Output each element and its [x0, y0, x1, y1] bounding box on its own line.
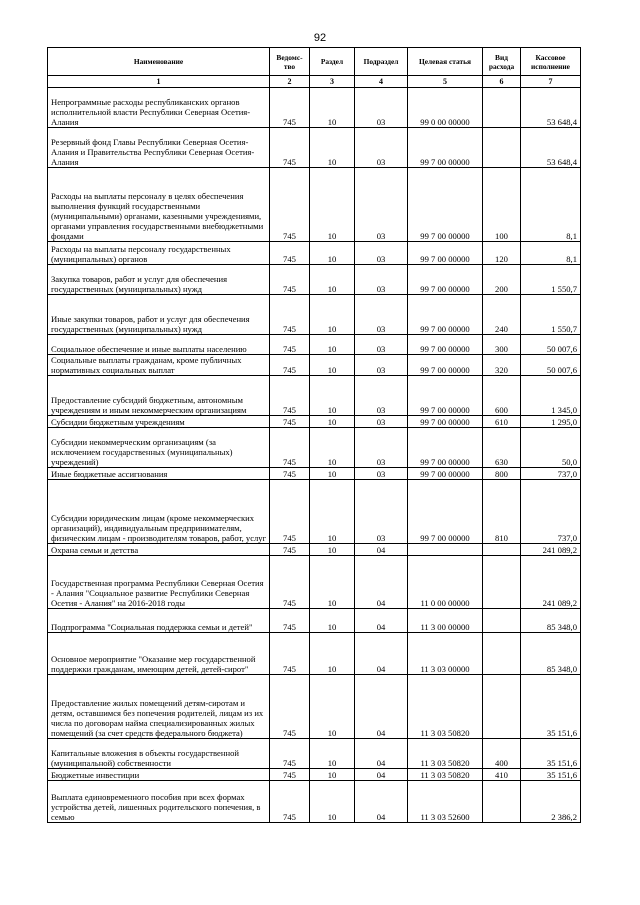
row-vedomstvo: 745	[270, 633, 310, 675]
row-celevaya-statya: 11 3 03 50820	[408, 675, 483, 739]
row-kassovoe-ispolnenie: 241 089,2	[521, 544, 581, 556]
row-razdel: 10	[310, 609, 355, 633]
table-row	[48, 781, 581, 823]
table-row	[48, 675, 581, 739]
row-podrazdel: 04	[355, 675, 408, 739]
row-podrazdel: 03	[355, 295, 408, 335]
row-razdel: 10	[310, 416, 355, 428]
row-celevaya-statya: 99 7 00 00000	[408, 416, 483, 428]
row-vid-raskhoda: 610	[483, 416, 521, 428]
table-row	[48, 609, 581, 633]
row-vedomstvo: 745	[270, 416, 310, 428]
table-row	[48, 355, 581, 376]
row-name: Непрограммные расходы республиканских органов исполнительной власти Республики Северная Осетия-Алания	[48, 88, 270, 128]
row-name: Выплата единовременного пособия при всех формах устройства детей, лишенных родительского попечения, в семью	[48, 781, 270, 823]
column-number: 5	[408, 76, 483, 88]
row-razdel: 10	[310, 739, 355, 769]
column-number: 3	[310, 76, 355, 88]
table-row	[48, 265, 581, 295]
row-vid-raskhoda	[483, 609, 521, 633]
row-name: Предоставление жилых помещений детям-сиротам и детям, оставшимся без попечения родителей, лицам из их числа по договорам найма специализированных жилых помещений (за счет средств федерального бюджета)	[48, 675, 270, 739]
row-vid-raskhoda: 800	[483, 468, 521, 480]
row-celevaya-statya: 99 7 00 00000	[408, 295, 483, 335]
row-vid-raskhoda: 120	[483, 242, 521, 265]
header-cell: Кассовое исполнение	[521, 48, 581, 76]
row-kassovoe-ispolnenie: 35 151,6	[521, 769, 581, 781]
row-podrazdel: 03	[355, 265, 408, 295]
row-razdel: 10	[310, 781, 355, 823]
row-name: Государственная программа Республики Северная Осетия - Алания "Социальное развитие Республики Северная Осетия - Алания" на 2016-2018 годы	[48, 556, 270, 609]
column-number-row	[48, 76, 581, 88]
row-kassovoe-ispolnenie: 1 345,0	[521, 376, 581, 416]
row-name: Расходы на выплаты персоналу государственных (муниципальных) органов	[48, 242, 270, 265]
row-vedomstvo: 745	[270, 781, 310, 823]
row-celevaya-statya: 99 0 00 00000	[408, 88, 483, 128]
row-kassovoe-ispolnenie: 50 007,6	[521, 335, 581, 355]
row-celevaya-statya: 99 7 00 00000	[408, 376, 483, 416]
table-row	[48, 769, 581, 781]
row-vedomstvo: 745	[270, 265, 310, 295]
table-row	[48, 242, 581, 265]
row-name: Расходы на выплаты персоналу в целях обеспечения выполнения функций государственными (муниципальными) органами, казенными учреждениями, органами управления государственными внебюджетными фондами	[48, 168, 270, 242]
row-razdel: 10	[310, 335, 355, 355]
table-row	[48, 168, 581, 242]
row-podrazdel: 04	[355, 739, 408, 769]
row-kassovoe-ispolnenie: 35 151,6	[521, 739, 581, 769]
column-number: 4	[355, 76, 408, 88]
row-celevaya-statya: 11 3 03 52600	[408, 781, 483, 823]
row-name: Субсидии некоммерческим организациям (за исключением государственных (муниципальных) учреждений)	[48, 428, 270, 468]
row-kassovoe-ispolnenie: 737,0	[521, 468, 581, 480]
row-razdel: 10	[310, 265, 355, 295]
row-podrazdel: 03	[355, 416, 408, 428]
row-podrazdel: 03	[355, 480, 408, 544]
row-razdel: 10	[310, 376, 355, 416]
row-kassovoe-ispolnenie: 737,0	[521, 480, 581, 544]
row-kassovoe-ispolnenie: 8,1	[521, 242, 581, 265]
row-vedomstvo: 745	[270, 480, 310, 544]
row-celevaya-statya: 11 0 00 00000	[408, 556, 483, 609]
row-name: Закупка товаров, работ и услуг для обеспечения государственных (муниципальных) нужд	[48, 265, 270, 295]
row-vedomstvo: 745	[270, 335, 310, 355]
row-celevaya-statya: 11 3 00 00000	[408, 609, 483, 633]
row-vid-raskhoda	[483, 128, 521, 168]
row-podrazdel: 03	[355, 428, 408, 468]
row-name: Основное мероприятие "Оказание мер государственной поддержки гражданам, имеющим детей, детей-сирот"	[48, 633, 270, 675]
row-razdel: 10	[310, 480, 355, 544]
row-kassovoe-ispolnenie: 2 386,2	[521, 781, 581, 823]
row-celevaya-statya: 99 7 00 00000	[408, 480, 483, 544]
row-vid-raskhoda	[483, 781, 521, 823]
row-vedomstvo: 745	[270, 468, 310, 480]
row-celevaya-statya: 99 7 00 00000	[408, 128, 483, 168]
table-row	[48, 128, 581, 168]
table-row	[48, 739, 581, 769]
table-row	[48, 428, 581, 468]
row-vedomstvo: 745	[270, 88, 310, 128]
row-podrazdel: 03	[355, 355, 408, 376]
row-name: Капитальные вложения в объекты государственной (муниципальной) собственности	[48, 739, 270, 769]
row-razdel: 10	[310, 556, 355, 609]
row-name: Подпрограмма "Социальная поддержка семьи и детей"	[48, 609, 270, 633]
row-vid-raskhoda: 410	[483, 769, 521, 781]
row-celevaya-statya	[408, 544, 483, 556]
row-vedomstvo: 745	[270, 675, 310, 739]
row-razdel: 10	[310, 633, 355, 675]
row-podrazdel: 03	[355, 242, 408, 265]
row-vid-raskhoda	[483, 88, 521, 128]
row-vid-raskhoda	[483, 633, 521, 675]
row-name: Иные закупки товаров, работ и услуг для обеспечения государственных (муниципальных) нужд	[48, 295, 270, 335]
row-vedomstvo: 745	[270, 556, 310, 609]
row-name: Иные бюджетные ассигнования	[48, 468, 270, 480]
row-vedomstvo: 745	[270, 355, 310, 376]
row-celevaya-statya: 99 7 00 00000	[408, 242, 483, 265]
row-vid-raskhoda	[483, 675, 521, 739]
row-kassovoe-ispolnenie: 1 550,7	[521, 295, 581, 335]
table-row	[48, 480, 581, 544]
page-number: 92	[313, 32, 327, 44]
table-row	[48, 376, 581, 416]
row-podrazdel: 03	[355, 168, 408, 242]
row-kassovoe-ispolnenie: 1 295,0	[521, 416, 581, 428]
row-podrazdel: 03	[355, 88, 408, 128]
row-razdel: 10	[310, 355, 355, 376]
row-podrazdel: 03	[355, 335, 408, 355]
table-row	[48, 468, 581, 480]
row-podrazdel: 03	[355, 128, 408, 168]
row-vedomstvo: 745	[270, 739, 310, 769]
row-vid-raskhoda: 400	[483, 739, 521, 769]
header-row	[48, 48, 581, 76]
row-razdel: 10	[310, 88, 355, 128]
row-vid-raskhoda	[483, 556, 521, 609]
row-vid-raskhoda: 320	[483, 355, 521, 376]
table-row	[48, 544, 581, 556]
row-podrazdel: 03	[355, 468, 408, 480]
row-celevaya-statya: 99 7 00 00000	[408, 335, 483, 355]
row-razdel: 10	[310, 295, 355, 335]
row-kassovoe-ispolnenie: 35 151,6	[521, 675, 581, 739]
table-row	[48, 335, 581, 355]
row-name: Субсидии юридическим лицам (кроме некоммерческих организаций), индивидуальным предпринимателям, физическим лицам - производителям товаров, работ, услуг	[48, 480, 270, 544]
table-body	[48, 88, 581, 823]
row-kassovoe-ispolnenie: 85 348,0	[521, 633, 581, 675]
table-row	[48, 88, 581, 128]
row-podrazdel: 04	[355, 633, 408, 675]
row-name: Охрана семьи и детства	[48, 544, 270, 556]
row-vedomstvo: 745	[270, 295, 310, 335]
budget-table	[47, 47, 581, 823]
row-vedomstvo: 745	[270, 609, 310, 633]
row-vedomstvo: 745	[270, 376, 310, 416]
row-kassovoe-ispolnenie: 53 648,4	[521, 128, 581, 168]
row-celevaya-statya: 99 7 00 00000	[408, 265, 483, 295]
row-vid-raskhoda: 100	[483, 168, 521, 242]
header-cell: Вид расхода	[483, 48, 521, 76]
row-name: Социальные выплаты гражданам, кроме публичных нормативных социальных выплат	[48, 355, 270, 376]
header-cell: Подраздел	[355, 48, 408, 76]
row-vid-raskhoda	[483, 544, 521, 556]
column-number: 7	[521, 76, 581, 88]
row-vid-raskhoda: 600	[483, 376, 521, 416]
row-razdel: 10	[310, 544, 355, 556]
row-celevaya-statya: 11 3 03 50820	[408, 769, 483, 781]
table-row	[48, 556, 581, 609]
header-cell: Ведомс-тво	[270, 48, 310, 76]
row-razdel: 10	[310, 769, 355, 781]
row-vedomstvo: 745	[270, 428, 310, 468]
row-razdel: 10	[310, 242, 355, 265]
header-cell: Наименование	[48, 48, 270, 76]
row-podrazdel: 04	[355, 609, 408, 633]
row-kassovoe-ispolnenie: 241 089,2	[521, 556, 581, 609]
row-podrazdel: 04	[355, 769, 408, 781]
row-vid-raskhoda: 630	[483, 428, 521, 468]
row-podrazdel: 04	[355, 781, 408, 823]
row-razdel: 10	[310, 128, 355, 168]
row-kassovoe-ispolnenie: 8,1	[521, 168, 581, 242]
column-number: 6	[483, 76, 521, 88]
row-celevaya-statya: 99 7 00 00000	[408, 168, 483, 242]
row-razdel: 10	[310, 428, 355, 468]
row-razdel: 10	[310, 468, 355, 480]
row-kassovoe-ispolnenie: 50 007,6	[521, 355, 581, 376]
table-row	[48, 633, 581, 675]
table-row	[48, 295, 581, 335]
column-number: 1	[48, 76, 270, 88]
row-vedomstvo: 745	[270, 544, 310, 556]
row-vid-raskhoda: 300	[483, 335, 521, 355]
header-cell: Раздел	[310, 48, 355, 76]
row-vid-raskhoda: 200	[483, 265, 521, 295]
row-name: Субсидии бюджетным учреждениям	[48, 416, 270, 428]
row-podrazdel: 04	[355, 556, 408, 609]
row-razdel: 10	[310, 675, 355, 739]
row-podrazdel: 03	[355, 376, 408, 416]
row-celevaya-statya: 11 3 03 00000	[408, 633, 483, 675]
row-kassovoe-ispolnenie: 53 648,4	[521, 88, 581, 128]
row-vid-raskhoda: 240	[483, 295, 521, 335]
row-kassovoe-ispolnenie: 1 550,7	[521, 265, 581, 295]
row-vedomstvo: 745	[270, 242, 310, 265]
row-name: Социальное обеспечение и иные выплаты населению	[48, 335, 270, 355]
row-vedomstvo: 745	[270, 769, 310, 781]
row-kassovoe-ispolnenie: 50,0	[521, 428, 581, 468]
header-cell: Целевая статья	[408, 48, 483, 76]
row-name: Бюджетные инвестиции	[48, 769, 270, 781]
row-vid-raskhoda: 810	[483, 480, 521, 544]
row-podrazdel: 04	[355, 544, 408, 556]
row-vedomstvo: 745	[270, 128, 310, 168]
row-kassovoe-ispolnenie: 85 348,0	[521, 609, 581, 633]
row-name: Резервный фонд Главы Республики Северная Осетия-Алания и Правительства Республики Северная Осетия-Алания	[48, 128, 270, 168]
row-celevaya-statya: 99 7 00 00000	[408, 428, 483, 468]
row-celevaya-statya: 11 3 03 50820	[408, 739, 483, 769]
row-vedomstvo: 745	[270, 168, 310, 242]
row-celevaya-statya: 99 7 00 00000	[408, 355, 483, 376]
row-name: Предоставление субсидий бюджетным, автономным учреждениям и иным некоммерческим организациям	[48, 376, 270, 416]
row-celevaya-statya: 99 7 00 00000	[408, 468, 483, 480]
column-number: 2	[270, 76, 310, 88]
row-razdel: 10	[310, 168, 355, 242]
table-row	[48, 416, 581, 428]
